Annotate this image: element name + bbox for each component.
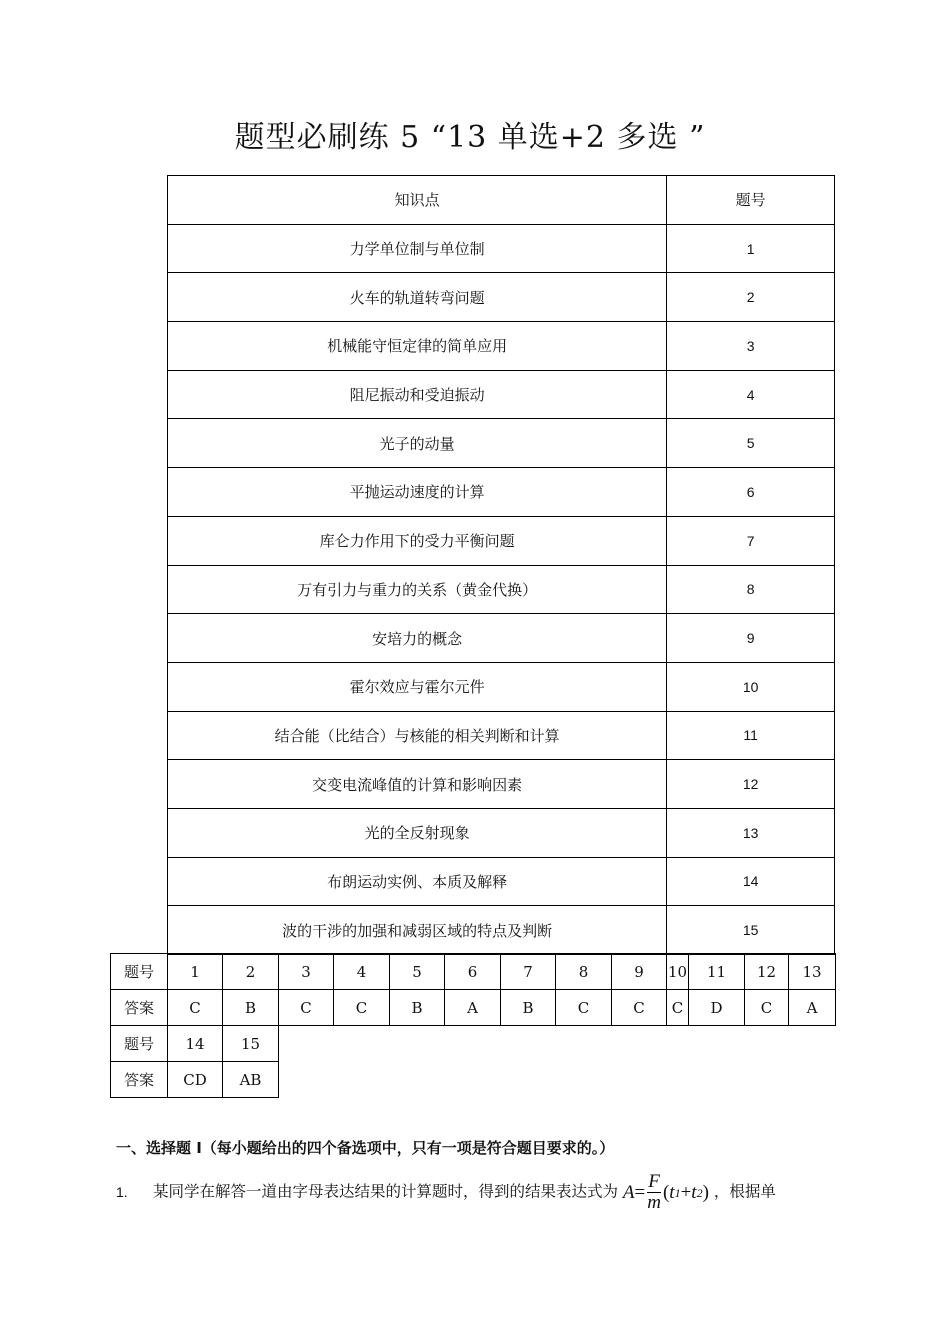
empty-cell — [689, 1062, 745, 1098]
answer-ans-row-2 — [111, 1062, 836, 1098]
table-row — [168, 808, 835, 857]
topic-cell: 霍尔效应与霍尔元件 — [168, 662, 667, 711]
empty-cell — [334, 1026, 390, 1062]
table-row — [168, 857, 835, 906]
topic-cell: 万有引力与重力的关系（黄金代换） — [168, 565, 667, 614]
answer-num-row-2 — [111, 1026, 836, 1062]
question-number-cell: 11 — [689, 954, 745, 990]
empty-cell — [445, 1026, 501, 1062]
number-cell: 11 — [667, 711, 835, 760]
answer-cell: C — [334, 990, 390, 1026]
table-row — [168, 565, 835, 614]
answer-ans-row-1 — [111, 990, 836, 1026]
table-row — [168, 468, 835, 517]
number-cell: 12 — [667, 760, 835, 809]
topic-cell: 阻尼振动和受迫振动 — [168, 370, 667, 419]
topic-cell: 波的干涉的加强和减弱区域的特点及判断 — [168, 906, 667, 955]
number-cell: 1 — [667, 224, 835, 273]
empty-cell — [334, 1062, 390, 1098]
number-cell: 10 — [667, 662, 835, 711]
formula-denominator: m — [647, 1192, 661, 1213]
empty-cell — [689, 1026, 745, 1062]
empty-cell — [745, 1026, 789, 1062]
topic-cell: 平抛运动速度的计算 — [168, 468, 667, 517]
number-cell: 7 — [667, 516, 835, 565]
empty-cell — [612, 1062, 667, 1098]
question-number-cell: 3 — [279, 954, 334, 990]
number-cell: 8 — [667, 565, 835, 614]
topic-cell: 火车的轨道转弯问题 — [168, 273, 667, 322]
label-answer: 答案 — [111, 1062, 168, 1098]
formula-t1-sub: 1 — [674, 1185, 681, 1200]
question-number: 1. — [116, 1183, 128, 1200]
answer-cell: C — [168, 990, 223, 1026]
topic-cell: 力学单位制与单位制 — [168, 224, 667, 273]
question-number-cell: 1 — [168, 954, 223, 990]
question-number-cell: 7 — [501, 954, 556, 990]
topic-cell: 布朗运动实例、本质及解释 — [168, 857, 667, 906]
empty-cell — [390, 1062, 445, 1098]
question-text-before: 某同学在解答一道由字母表达结果的计算题时，得到的结果表达式为 — [152, 1182, 618, 1201]
empty-cell — [390, 1026, 445, 1062]
knowledge-point-table — [167, 175, 835, 955]
table-row — [168, 711, 835, 760]
question-number-cell: 2 — [223, 954, 279, 990]
table-row — [168, 516, 835, 565]
answer-cell: CD — [168, 1062, 223, 1098]
question-number-cell: 14 — [168, 1026, 223, 1062]
answer-table — [110, 953, 836, 1098]
empty-cell — [279, 1026, 334, 1062]
empty-cell — [279, 1062, 334, 1098]
answer-cell: C — [745, 990, 789, 1026]
answer-cell: AB — [223, 1062, 279, 1098]
answer-cell: B — [390, 990, 445, 1026]
answer-cell: C — [279, 990, 334, 1026]
question-number-cell: 6 — [445, 954, 501, 990]
page-title: 题型必刷练 5 “13 单选+2 多选 ” — [234, 120, 706, 155]
empty-cell — [556, 1062, 612, 1098]
empty-cell — [556, 1026, 612, 1062]
empty-cell — [745, 1062, 789, 1098]
empty-cell — [612, 1026, 667, 1062]
question-number-cell: 5 — [390, 954, 445, 990]
question-number-cell: 13 — [789, 954, 836, 990]
formula-t2-sub: 2 — [696, 1185, 703, 1200]
label-num: 题号 — [111, 954, 168, 990]
table-row — [168, 760, 835, 809]
question-number-cell: 15 — [223, 1026, 279, 1062]
formula-t2: t — [691, 1181, 697, 1203]
label-answer: 答案 — [111, 990, 168, 1026]
answer-cell: C — [556, 990, 612, 1026]
table-row — [168, 370, 835, 419]
answer-num-row-1 — [111, 954, 836, 990]
question-number-cell: 8 — [556, 954, 612, 990]
table-row — [168, 273, 835, 322]
answer-cell: C — [612, 990, 667, 1026]
answer-cell: B — [501, 990, 556, 1026]
table-row — [168, 224, 835, 273]
empty-cell — [789, 1026, 836, 1062]
formula-fraction — [647, 1172, 661, 1213]
formula-paren-close: ) — [702, 1181, 709, 1203]
number-cell: 14 — [667, 857, 835, 906]
answer-cell: A — [445, 990, 501, 1026]
question-number-cell: 10 — [667, 954, 689, 990]
number-cell: 2 — [667, 273, 835, 322]
number-cell: 15 — [667, 906, 835, 955]
answer-cell: B — [223, 990, 279, 1026]
topic-cell: 安培力的概念 — [168, 614, 667, 663]
formula-lhs: A — [622, 1181, 635, 1203]
empty-cell — [445, 1062, 501, 1098]
section-heading: 一、选择题 I（每小题给出的四个备选项中，只有一项是符合题目要求的。） — [116, 1139, 615, 1157]
question-number-cell: 4 — [334, 954, 390, 990]
topic-cell: 光子的动量 — [168, 419, 667, 468]
answer-cell: D — [689, 990, 745, 1026]
empty-cell — [501, 1026, 556, 1062]
table-row — [168, 906, 835, 955]
number-cell: 4 — [667, 370, 835, 419]
label-num: 题号 — [111, 1026, 168, 1062]
topic-cell: 结合能（比结合）与核能的相关判断和计算 — [168, 711, 667, 760]
empty-cell — [667, 1062, 689, 1098]
topic-cell: 机械能守恒定律的简单应用 — [168, 322, 667, 371]
question-number-cell: 9 — [612, 954, 667, 990]
formula-numerator: F — [648, 1171, 660, 1192]
question-1 — [116, 1172, 846, 1213]
table-row — [168, 662, 835, 711]
header-number: 题号 — [667, 176, 835, 225]
number-cell: 5 — [667, 419, 835, 468]
table-row — [168, 322, 835, 371]
table-header-row — [168, 176, 835, 225]
number-cell: 9 — [667, 614, 835, 663]
formula-t1: t — [669, 1181, 675, 1203]
number-cell: 13 — [667, 808, 835, 857]
table-row — [168, 614, 835, 663]
formula-eq: = — [634, 1181, 646, 1203]
number-cell: 3 — [667, 322, 835, 371]
table-row — [168, 419, 835, 468]
question-text-after: ，根据单 — [713, 1182, 776, 1201]
header-topic: 知识点 — [168, 176, 667, 225]
topic-cell: 库仑力作用下的受力平衡问题 — [168, 516, 667, 565]
formula-paren-open: ( — [662, 1181, 670, 1203]
empty-cell — [501, 1062, 556, 1098]
topic-cell: 光的全反射现象 — [168, 808, 667, 857]
empty-cell — [667, 1026, 689, 1062]
answer-cell: A — [789, 990, 836, 1026]
topic-cell: 交变电流峰值的计算和影响因素 — [168, 760, 667, 809]
number-cell: 6 — [667, 468, 835, 517]
empty-cell — [789, 1062, 836, 1098]
answer-cell: C — [667, 990, 689, 1026]
formula-plus: + — [680, 1181, 692, 1203]
knowledge-table-body — [168, 176, 835, 955]
question-number-cell: 12 — [745, 954, 789, 990]
formula — [623, 1172, 709, 1213]
